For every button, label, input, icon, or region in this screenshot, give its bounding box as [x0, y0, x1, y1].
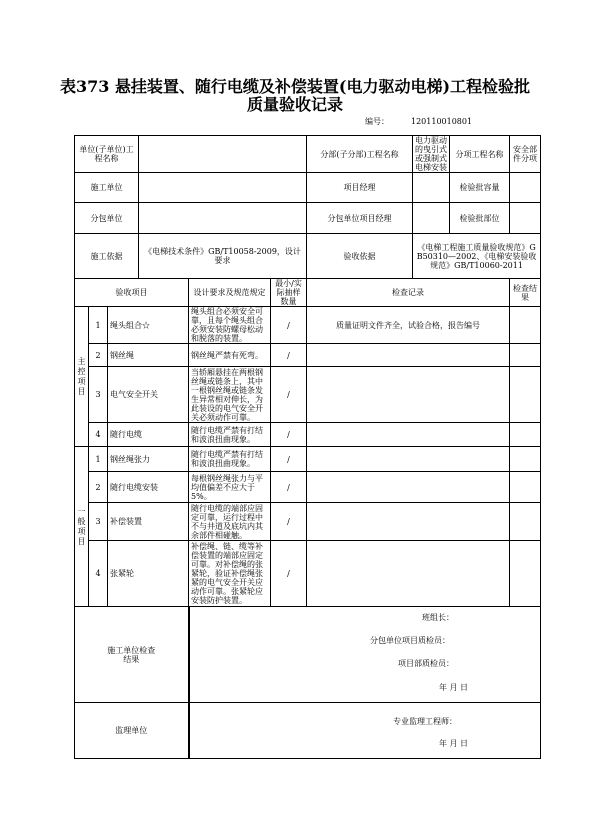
general-item-row — [75, 541, 541, 607]
item-record[interactable]: 质量证明文件齐全，试验合格，报告编号 — [307, 307, 510, 344]
info-row-basis — [75, 234, 541, 279]
title-line-2: 质量验收记录 — [246, 95, 343, 114]
sub-quality-inspector-label: 分包单位项目质检员： — [370, 636, 451, 645]
unit-label: 单位(子单位)工程名称 — [75, 136, 139, 173]
item-sampling: / — [271, 367, 307, 423]
item-requirement: 钢丝绳严禁有死弯。 — [189, 344, 271, 367]
main-item-row — [75, 344, 541, 367]
subitem-value: 安全部件分项 — [510, 136, 541, 173]
subunit-label: 分部(子分部)工程名称 — [307, 136, 413, 173]
info-row-subcontractor — [75, 203, 541, 234]
item-no: 2 — [89, 472, 108, 503]
item-sampling: / — [271, 307, 307, 344]
item-name: 补偿装置 — [108, 503, 189, 541]
batch-capacity-value[interactable] — [510, 173, 541, 203]
info-row-unit — [75, 136, 541, 173]
supervisor-date: 年 月 日 — [438, 739, 469, 748]
item-sampling: / — [271, 447, 307, 472]
contractor-check-row — [75, 607, 541, 703]
batch-part-label: 检验批部位 — [450, 203, 510, 234]
sub-contractor-value[interactable] — [139, 203, 307, 234]
col-result: 检查结果 — [510, 279, 541, 307]
item-result[interactable] — [510, 367, 541, 423]
batch-part-value[interactable] — [510, 203, 541, 234]
subitem-label: 分项工程名称 — [450, 136, 510, 173]
item-record[interactable] — [307, 472, 510, 503]
col-record: 检查记录 — [307, 279, 510, 307]
item-sampling: / — [271, 423, 307, 447]
item-name: 钢丝绳 — [108, 344, 189, 367]
supervising-engineer-label: 专业监理工程师： — [393, 717, 458, 726]
item-result[interactable] — [510, 503, 541, 541]
sub-pm-value[interactable] — [413, 203, 450, 234]
serial-number — [365, 116, 472, 127]
item-requirement: 随行电缆严禁有打结和波浪扭曲现象。 — [189, 447, 271, 472]
item-sampling: / — [271, 344, 307, 367]
item-record[interactable] — [307, 447, 510, 472]
serial-value: 120110010801 — [411, 117, 473, 126]
item-record[interactable] — [307, 367, 510, 423]
item-result[interactable] — [510, 307, 541, 344]
item-no: 1 — [89, 307, 108, 344]
info-row-contractor — [75, 173, 541, 203]
item-result[interactable] — [510, 447, 541, 472]
item-record[interactable] — [307, 541, 510, 607]
unit-value[interactable] — [139, 136, 307, 173]
item-name: 张紧轮 — [108, 541, 189, 607]
acceptance-basis-label: 验收依据 — [307, 234, 413, 279]
item-sampling: / — [271, 503, 307, 541]
basis-value: 《电梯技术条件》GB/T10058-2009，设计要求 — [139, 234, 307, 279]
main-item-row — [75, 307, 541, 344]
item-requirement: 当轿厢悬挂在两根钢丝绳或链条上，其中一根钢丝绳或链条发生异常相对伸长，为此装设的电气安全开关必须动作可靠。 — [189, 367, 271, 423]
general-item-row — [75, 503, 541, 541]
contractor-date: 年 月 日 — [438, 683, 469, 692]
general-item-row — [75, 472, 541, 503]
sub-pm-label: 分包单位项目经理 — [307, 203, 413, 234]
item-no: 3 — [89, 503, 108, 541]
main-item-row — [75, 367, 541, 423]
item-requirement: 每根钢丝绳张力与平均值偏差不应大于5%。 — [189, 472, 271, 503]
batch-capacity-label: 检验批容量 — [450, 173, 510, 203]
item-name: 钢丝绳张力 — [108, 447, 189, 472]
item-sampling: / — [271, 472, 307, 503]
item-requirement: 随行电缆的端部应固定可靠，运行过程中不与井道及底坑内其余部件相碰触。 — [189, 503, 271, 541]
item-no: 2 — [89, 344, 108, 367]
item-name: 绳头组合☆ — [108, 307, 189, 344]
main-item-row — [75, 423, 541, 447]
team-leader-label: 班组长： — [422, 613, 455, 622]
item-no: 3 — [89, 367, 108, 423]
contractor-check-label: 施工单位检查结果 — [75, 607, 189, 703]
item-name: 随行电缆安装 — [108, 472, 189, 503]
title-line-1: 表373 悬挂装置、随行电缆及补偿装置(电力驱动电梯)工程检验批 — [59, 77, 531, 96]
item-result[interactable] — [510, 541, 541, 607]
pm-label: 项目经理 — [307, 173, 413, 203]
column-header-row — [75, 279, 541, 307]
subunit-value: 电力驱动的曳引式或强制式电梯安装 — [413, 136, 450, 173]
col-item: 验收项目 — [75, 279, 189, 307]
item-requirement: 绳头组合必须安全可靠，且每个绳头组合必须安装防螺母松动和脱落的装置。 — [189, 307, 271, 344]
item-no: 4 — [89, 541, 108, 607]
item-result[interactable] — [510, 472, 541, 503]
acceptance-basis-value: 《电梯工程施工质量验收规范》GB50310—2002、《电梯安装验收规范》GB/T10060-2011 — [413, 234, 541, 279]
form-title — [40, 78, 550, 114]
supervisor-signature[interactable] — [189, 703, 541, 759]
supervisor-label: 监理单位 — [75, 703, 189, 759]
item-no: 1 — [89, 447, 108, 472]
inspection-form-table — [74, 135, 541, 759]
supervisor-row — [75, 703, 541, 759]
general-group-label: 一般项目 — [75, 447, 89, 607]
item-record[interactable] — [307, 344, 510, 367]
item-name: 电气安全开关 — [108, 367, 189, 423]
contractor-value[interactable] — [139, 173, 307, 203]
sub-contractor-label: 分包单位 — [75, 203, 139, 234]
col-sampling: 最小/实际抽样数量 — [271, 279, 307, 307]
contractor-check-signature[interactable] — [189, 607, 541, 703]
serial-label: 编号： — [365, 117, 389, 126]
pm-value[interactable] — [413, 173, 450, 203]
item-requirement: 补偿绳、链、缆等补偿装置的端部应固定可靠。对补偿绳的张紧轮，验证补偿绳张紧的电气安全开关应动作可靠。张紧轮应安装防护装置。 — [189, 541, 271, 607]
item-name: 随行电缆 — [108, 423, 189, 447]
general-item-row — [75, 447, 541, 472]
col-requirement: 设计要求及规范规定 — [189, 279, 271, 307]
item-result[interactable] — [510, 344, 541, 367]
item-no: 4 — [89, 423, 108, 447]
item-requirement: 随行电缆严禁有打结和波浪扭曲现象。 — [189, 423, 271, 447]
item-result[interactable] — [510, 423, 541, 447]
main-group-label: 主控项目 — [75, 307, 89, 447]
basis-label: 施工依据 — [75, 234, 139, 279]
item-sampling: / — [271, 541, 307, 607]
contractor-label: 施工单位 — [75, 173, 139, 203]
item-record[interactable] — [307, 423, 510, 447]
item-record[interactable] — [307, 503, 510, 541]
project-quality-inspector-label: 项目部质检员： — [398, 659, 455, 668]
